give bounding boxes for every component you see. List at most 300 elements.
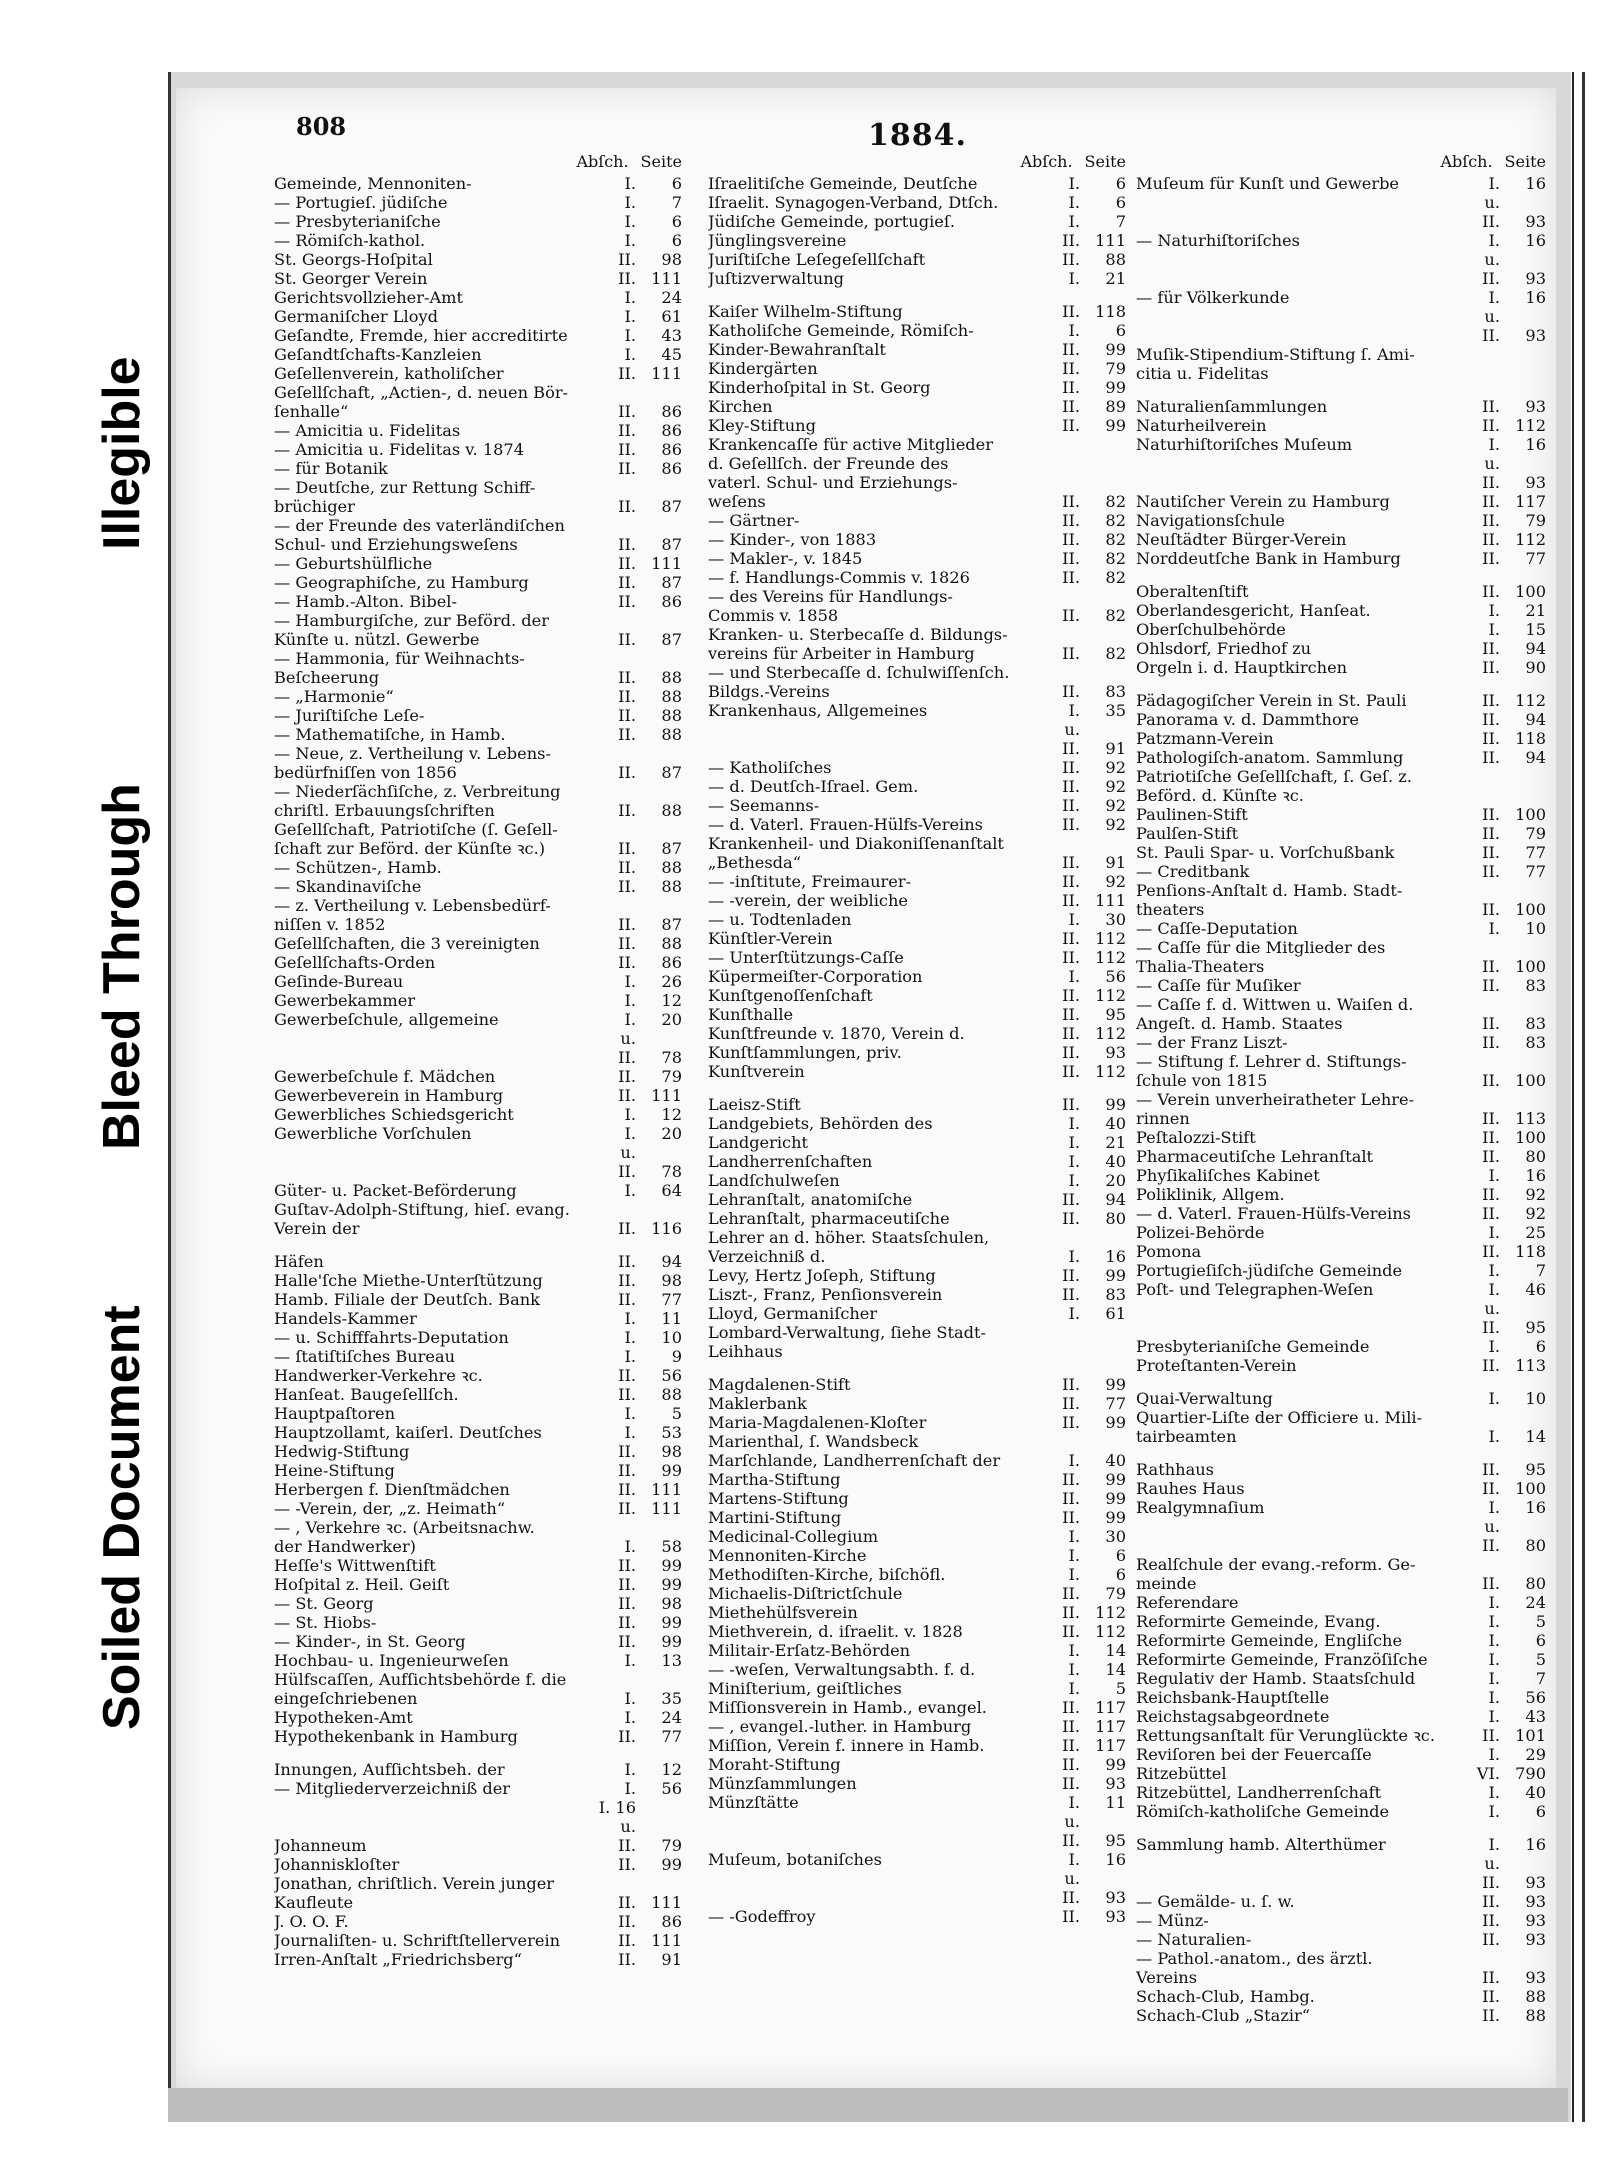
entry-name: Methodiſten-Kirche, biſchöfl.	[708, 1565, 946, 1584]
entry-page: 112	[1095, 1603, 1126, 1622]
entry-name: Rathhaus	[1136, 1460, 1214, 1479]
entry-section: I.	[1068, 212, 1080, 231]
entry-name: Kaiſer Wilhelm-Stiftung	[708, 302, 903, 321]
index-entry	[708, 1209, 1126, 1228]
entry-name: — -weſen, Verwaltungsabth. f. d.	[708, 1660, 976, 1679]
entry-page: 93	[1525, 1892, 1546, 1911]
entry-name: Landherrenſchaften	[708, 1152, 873, 1171]
section-gap	[708, 1081, 1126, 1095]
entry-section: II.	[618, 839, 636, 858]
index-entry	[1136, 919, 1546, 938]
entry-section: I.	[1488, 1337, 1500, 1356]
entry-page: 56	[661, 1779, 682, 1798]
entry-page: 93	[1525, 473, 1546, 492]
entry-page: 21	[1525, 601, 1546, 620]
index-entry	[708, 397, 1126, 416]
entry-section: II.	[1482, 530, 1500, 549]
entry-page: 111	[651, 1499, 682, 1518]
entry-page: 111	[651, 364, 682, 383]
index-entry	[1136, 881, 1546, 900]
entry-name: — Naturalien-	[1136, 1930, 1252, 1949]
index-entry	[708, 1228, 1126, 1247]
index-entry	[708, 663, 1126, 682]
entry-section: II.	[618, 934, 636, 953]
entry-page: 94	[1105, 1190, 1126, 1209]
entry-name: Sammlung hamb. Alterthümer	[1136, 1835, 1386, 1854]
index-entry	[274, 535, 682, 554]
entry-name: — Pathol.-anatom., des ärztl.	[1136, 1949, 1373, 1968]
index-entry	[1136, 1688, 1546, 1707]
index-entry	[274, 1727, 682, 1746]
entry-section: I.	[1068, 1451, 1080, 1470]
entry-name: Halle'ſche Miethe-Unterſtützung	[274, 1271, 543, 1290]
entry-section: I.	[1488, 174, 1500, 193]
index-entry	[708, 1152, 1126, 1171]
entry-section: II.	[1062, 1413, 1080, 1432]
entry-name: — Unterſtützungs-Caſſe	[708, 948, 904, 967]
entry-name: Magdalenen-Stift	[708, 1375, 851, 1394]
entry-name: Lehranſtalt, anatomiſche	[708, 1190, 913, 1209]
entry-page: 99	[1105, 1489, 1126, 1508]
index-entry	[1136, 976, 1546, 995]
index-entry	[1136, 492, 1546, 511]
entry-name: Miſſion, Verein f. innere in Hamb.	[708, 1736, 985, 1755]
entry-name: Gewerbeverein in Hamburg	[274, 1086, 504, 1105]
entry-page: 13	[661, 1651, 682, 1670]
entry-page: 99	[661, 1632, 682, 1651]
index-entry	[1136, 2006, 1546, 2025]
entry-name: Patriotiſche Geſellſchaft, ſ. Geſ. z.	[1136, 767, 1412, 786]
entry-name: niſſen v. 1852	[274, 915, 386, 934]
entry-page: 64	[661, 1181, 682, 1200]
entry-page: 112	[1515, 530, 1546, 549]
index-entry	[708, 1793, 1126, 1812]
entry-name: Künſte u. nützl. Gewerbe	[274, 630, 480, 649]
entry-name: — des Vereins für Handlungs-	[708, 587, 953, 606]
index-entry	[274, 744, 682, 763]
entry-section: I.	[1068, 1565, 1080, 1584]
entry-name: brüchiger	[274, 497, 355, 516]
entry-name: — Skandinaviſche	[274, 877, 422, 896]
entry-page: 118	[1095, 302, 1126, 321]
index-entry	[274, 1461, 682, 1480]
entry-section: u. II.	[618, 1143, 636, 1181]
entry-section: II.	[1062, 530, 1080, 549]
entry-page: 20	[1105, 1171, 1126, 1190]
index-entry	[274, 972, 682, 991]
entry-name: Kinder-Bewahranſtalt	[708, 340, 886, 359]
index-entry	[274, 231, 682, 250]
entry-page: 88	[1525, 2006, 1546, 2025]
entry-page: 88	[661, 934, 682, 953]
entry-page: 6	[1535, 1802, 1546, 1821]
entry-name: — der Franz Liszt-	[1136, 1033, 1288, 1052]
index-entry	[274, 668, 682, 687]
entry-page: 111	[651, 1931, 682, 1950]
entry-section: I.	[624, 972, 636, 991]
index-entry	[708, 250, 1126, 269]
entry-name: — Stiftung f. Lehrer d. Stiftungs-	[1136, 1052, 1407, 1071]
entry-name: Beſcheerung	[274, 668, 380, 687]
entry-section: II.	[1062, 777, 1080, 796]
entry-section: VI.	[1476, 1764, 1500, 1783]
index-entry	[1136, 767, 1546, 786]
index-entry	[1136, 1726, 1546, 1745]
entry-name: Pathologiſch-anatom. Sammlung	[1136, 748, 1404, 767]
entry-name: Kaufleute	[274, 1893, 354, 1912]
entry-name: St. Georgs-Hoſpital	[274, 250, 433, 269]
entry-section: II.	[1482, 1204, 1500, 1223]
index-entry	[1136, 288, 1546, 307]
entry-section: I.	[1068, 1114, 1080, 1133]
entry-section: II.	[1062, 758, 1080, 777]
index-entry	[1136, 582, 1546, 601]
entry-page: 93	[1105, 1888, 1126, 1907]
entry-name: Katholiſche Gemeinde, Römiſch-	[708, 321, 974, 340]
entry-name: — Neue, z. Vertheilung v. Lebens-	[274, 744, 551, 763]
index-entry	[274, 592, 682, 611]
entry-name: Quartier-Liſte der Officiere u. Mili-	[1136, 1408, 1423, 1427]
entry-page: 99	[1105, 1095, 1126, 1114]
entry-page: 6	[1115, 1546, 1126, 1565]
entry-page: 83	[1525, 1033, 1546, 1052]
index-entry	[274, 1105, 682, 1124]
entry-page: 118	[1515, 729, 1546, 748]
entry-section: u. II.	[1482, 250, 1500, 288]
entry-section: II.	[1482, 1185, 1500, 1204]
index-entry	[1136, 658, 1546, 677]
entry-page: 112	[1095, 1622, 1126, 1641]
entry-page: 6	[671, 174, 682, 193]
entry-section: I.	[1488, 1783, 1500, 1802]
index-entry	[708, 1413, 1126, 1432]
entry-name: Laeisz-Stift	[708, 1095, 801, 1114]
entry-section: II.	[1482, 1014, 1500, 1033]
entry-section: I.	[624, 1760, 636, 1779]
entry-page: 93	[1525, 1911, 1546, 1930]
entry-page: 77	[1105, 1394, 1126, 1413]
entry-page: 16	[1525, 174, 1546, 193]
entry-name: Orgeln i. d. Hauptkirchen	[1136, 658, 1348, 677]
section-gap	[1136, 383, 1546, 397]
entry-page: 20	[661, 1124, 682, 1143]
entry-name: Miniſterium, geiſtliches	[708, 1679, 902, 1698]
entry-section: I.	[1068, 1152, 1080, 1171]
entry-page: 92	[1105, 815, 1126, 834]
entry-page: 7	[1535, 1261, 1546, 1280]
entry-name: Navigationsſchule	[1136, 511, 1285, 530]
index-entry	[274, 1124, 682, 1143]
entry-section: u. II.	[1482, 1517, 1500, 1555]
entry-name: Hoſpital z. Heil. Geiſt	[274, 1575, 450, 1594]
entry-page: 14	[1525, 1427, 1546, 1446]
entry-section: II.	[1482, 900, 1500, 919]
entry-name: Rettungsanſtalt für Verunglückte ꝛc.	[1136, 1726, 1435, 1745]
entry-section: II.	[1062, 1024, 1080, 1043]
index-entry	[1136, 1052, 1546, 1071]
index-entry	[274, 687, 682, 706]
entry-name: Martha-Stiftung	[708, 1470, 841, 1489]
entry-name: Handwerker-Verkehre ꝛc.	[274, 1366, 483, 1385]
entry-page: 6	[671, 231, 682, 250]
entry-name: Kley-Stiftung	[708, 416, 816, 435]
entry-name: Miſſionsverein in Hamb., evangel.	[708, 1698, 987, 1717]
index-entry	[708, 435, 1126, 454]
index-entry	[708, 454, 1126, 473]
entry-page: 111	[1095, 231, 1126, 250]
entry-page: 93	[1105, 1907, 1126, 1926]
entry-page: 94	[1525, 710, 1546, 729]
entry-section: I.	[624, 1404, 636, 1423]
entry-page: 16	[1525, 1835, 1546, 1854]
header-abt: Abſch.	[1020, 152, 1073, 171]
index-entry	[708, 1266, 1126, 1285]
entry-name: — Mathematiſche, in Hamb.	[274, 725, 506, 744]
index-entry	[708, 378, 1126, 397]
index-entry	[708, 549, 1126, 568]
entry-section: II.	[1482, 1109, 1500, 1128]
entry-section: II.	[1482, 582, 1500, 601]
index-entry	[708, 1812, 1126, 1850]
entry-name: — Münz-	[1136, 1911, 1209, 1930]
index-entry	[1136, 1631, 1546, 1650]
header-page: Seite	[640, 152, 682, 171]
entry-name: Patzmann-Verein	[1136, 729, 1274, 748]
index-entry	[708, 1062, 1126, 1081]
index-entry	[708, 1470, 1126, 1489]
index-entry	[708, 1907, 1126, 1926]
index-entry	[708, 193, 1126, 212]
entry-section: II.	[618, 1575, 636, 1594]
entry-name: Leihhaus	[708, 1342, 783, 1361]
entry-page: 88	[661, 858, 682, 877]
index-entry	[708, 1565, 1126, 1584]
entry-section: II.	[618, 1271, 636, 1290]
entry-section: II.	[1482, 658, 1500, 677]
entry-page: 77	[1525, 549, 1546, 568]
entry-section: II.	[1062, 948, 1080, 967]
index-entry	[274, 212, 682, 231]
entry-page: 91	[1105, 853, 1126, 872]
entry-section: II.	[618, 1219, 636, 1238]
entry-name: — Portugieſ. jüdiſche	[274, 193, 448, 212]
index-entry	[274, 1029, 682, 1067]
entry-page: 93	[1525, 1968, 1546, 1987]
entry-page: 790	[1515, 1764, 1546, 1783]
entry-section: II.	[1482, 1911, 1500, 1930]
entry-section: II.	[1482, 1147, 1500, 1166]
entry-section: II.	[1482, 397, 1500, 416]
index-entry	[1136, 454, 1546, 492]
entry-page: 40	[1525, 1783, 1546, 1802]
entry-name: Mennoniten-Kirche	[708, 1546, 867, 1565]
entry-page: 30	[1105, 910, 1126, 929]
entry-name: — Hammonia, für Weihnachts-	[274, 649, 525, 668]
entry-section: I.	[1488, 435, 1500, 454]
entry-section: I.	[624, 1328, 636, 1347]
entry-name: Juſtizverwaltung	[708, 269, 844, 288]
entry-section: II.	[1062, 682, 1080, 701]
entry-name: Pädagogiſcher Verein in St. Pauli	[1136, 691, 1407, 710]
entry-name: Gemeinde, Mennoniten-	[274, 174, 472, 193]
entry-name: Maklerbank	[708, 1394, 807, 1413]
index-entry	[708, 1679, 1126, 1698]
index-entry	[1136, 1280, 1546, 1299]
entry-name: Gerichtsvollzieher-Amt	[274, 288, 464, 307]
index-entry	[274, 1181, 682, 1200]
index-entry	[274, 1423, 682, 1442]
entry-section: u. II.	[1482, 193, 1500, 231]
index-entry	[1136, 416, 1546, 435]
entry-page: 93	[1525, 1873, 1546, 1892]
entry-name: Gewerbeſchule f. Mädchen	[274, 1067, 496, 1086]
index-entry	[1136, 364, 1546, 383]
index-entry	[274, 1912, 682, 1931]
entry-name: Herbergen f. Dienſtmädchen	[274, 1480, 510, 1499]
entry-section: I.	[1488, 1280, 1500, 1299]
entry-page: 86	[661, 1912, 682, 1931]
entry-name: Innungen, Aufſichtsbeh. der	[274, 1760, 505, 1779]
entry-section: I.	[1068, 1171, 1080, 1190]
entry-page: 6	[1115, 321, 1126, 340]
index-entry	[1136, 250, 1546, 288]
entry-page: 77	[1525, 843, 1546, 862]
entry-name: Gewerbeſchule, allgemeine	[274, 1010, 499, 1029]
entry-name: Gewerbliches Schiedsgericht	[274, 1105, 514, 1124]
side-label-bleed-through: Bleed Through	[93, 783, 151, 1150]
entry-section: I.	[1488, 1498, 1500, 1517]
index-entry	[1136, 1764, 1546, 1783]
index-entry	[274, 782, 682, 801]
index-entry	[274, 497, 682, 516]
entry-page: 61	[1105, 1304, 1126, 1323]
index-entry	[1136, 1968, 1546, 1987]
index-entry	[708, 1489, 1126, 1508]
entry-section: II.	[618, 1290, 636, 1309]
entry-page: 111	[651, 269, 682, 288]
entry-section: II.	[1482, 710, 1500, 729]
entry-page: 80	[1525, 1147, 1546, 1166]
entry-name: Quai-Verwaltung	[1136, 1389, 1273, 1408]
entry-page: 80	[1525, 1536, 1546, 1555]
entry-section: I.	[1068, 193, 1080, 212]
entry-page: 101	[1515, 1726, 1546, 1745]
entry-section: II.	[618, 1461, 636, 1480]
entry-name: Landgebiets, Behörden des	[708, 1114, 933, 1133]
index-entry	[708, 1869, 1126, 1907]
entry-name: — , Verkehre ꝛc. (Arbeitsnachw.	[274, 1518, 535, 1537]
index-entry	[1136, 620, 1546, 639]
entry-page: 24	[661, 288, 682, 307]
entry-page: 93	[1525, 397, 1546, 416]
entry-name: Realgymnaſium	[1136, 1498, 1265, 1517]
index-entry	[274, 402, 682, 421]
entry-section: II.	[1482, 1968, 1500, 1987]
entry-name: Hauptzollamt, kaiſerl. Deutſches	[274, 1423, 542, 1442]
entry-page: 112	[1095, 1024, 1126, 1043]
entry-name: St. Pauli Spar- u. Vorſchußbank	[1136, 843, 1395, 862]
entry-page: 95	[1105, 1005, 1126, 1024]
entry-page: 86	[661, 402, 682, 421]
entry-name: Poliklinik, Allgem.	[1136, 1185, 1285, 1204]
index-entry	[708, 1247, 1126, 1266]
entry-name: tairbeamten	[1136, 1427, 1237, 1446]
entry-page: 87	[661, 535, 682, 554]
entry-name: Referendare	[1136, 1593, 1239, 1612]
entry-section: I.	[1068, 1660, 1080, 1679]
entry-section: II.	[1482, 639, 1500, 658]
entry-name: chriſtl. Erbauungsſchriften	[274, 801, 495, 820]
index-entry	[708, 758, 1126, 777]
entry-name: Schach-Club „Stazir“	[1136, 2006, 1311, 2025]
entries-list	[274, 174, 682, 1969]
entry-name: Ohlsdorf, Friedhof zu	[1136, 639, 1312, 658]
index-entry	[274, 573, 682, 592]
entry-section: I.	[624, 1181, 636, 1200]
entry-section: II.	[618, 1931, 636, 1950]
index-entry	[1136, 1427, 1546, 1446]
index-entry	[1136, 1299, 1546, 1337]
entry-section: II.	[618, 535, 636, 554]
entry-page: 79	[661, 1067, 682, 1086]
entry-page: 83	[1525, 1014, 1546, 1033]
entry-name: — z. Vertheilung v. Lebensbedürf-	[274, 896, 551, 915]
entry-name: Naturheilverein	[1136, 416, 1267, 435]
entry-name: Phyſikaliſches Kabinet	[1136, 1166, 1320, 1185]
entry-name: Oberſchulbehörde	[1136, 620, 1286, 639]
index-entry	[274, 554, 682, 573]
index-entry	[708, 416, 1126, 435]
entry-page: 86	[661, 421, 682, 440]
entry-name: Irren-Anſtalt „Friedrichsberg“	[274, 1950, 522, 1969]
entry-section: u. II.	[1062, 720, 1080, 758]
entry-section: II.	[1482, 2006, 1500, 2025]
index-entry	[708, 1603, 1126, 1622]
entry-section: I.	[624, 326, 636, 345]
entry-section: I.	[1488, 1835, 1500, 1854]
entry-name: — d. Vaterl. Frauen-Hülfs-Vereins	[1136, 1204, 1411, 1223]
entry-name: — d. Deutſch-Iſrael. Gem.	[708, 777, 919, 796]
entry-section: u. II.	[1482, 307, 1500, 345]
entry-page: 99	[1105, 1508, 1126, 1527]
entry-page: 100	[1515, 957, 1546, 976]
entry-section: I.	[1068, 1527, 1080, 1546]
entry-page: 82	[1105, 530, 1126, 549]
entry-name: Handels-Kammer	[274, 1309, 417, 1328]
index-entry	[1136, 1185, 1546, 1204]
entry-name: — -Godeffroy	[708, 1907, 816, 1926]
entry-page: 112	[1515, 416, 1546, 435]
section-gap	[708, 288, 1126, 302]
index-entry	[274, 1613, 682, 1632]
index-entry	[274, 1366, 682, 1385]
entry-page: 6	[1535, 1631, 1546, 1650]
entry-page: 112	[1095, 929, 1126, 948]
index-entry	[708, 910, 1126, 929]
entry-name: eingeſchriebenen	[274, 1689, 418, 1708]
entry-name: — Seemanns-	[708, 796, 820, 815]
index-entry	[274, 174, 682, 193]
entry-page: 77	[661, 1727, 682, 1746]
entry-name: ſchule von 1815	[1136, 1071, 1268, 1090]
index-entry	[274, 440, 682, 459]
entry-page: 82	[1105, 549, 1126, 568]
index-entry	[1136, 549, 1546, 568]
entry-name: der Handwerker)	[274, 1537, 416, 1556]
index-column-3	[1136, 152, 1546, 2025]
index-entry	[1136, 1835, 1546, 1854]
entry-section: II.	[1062, 1062, 1080, 1081]
